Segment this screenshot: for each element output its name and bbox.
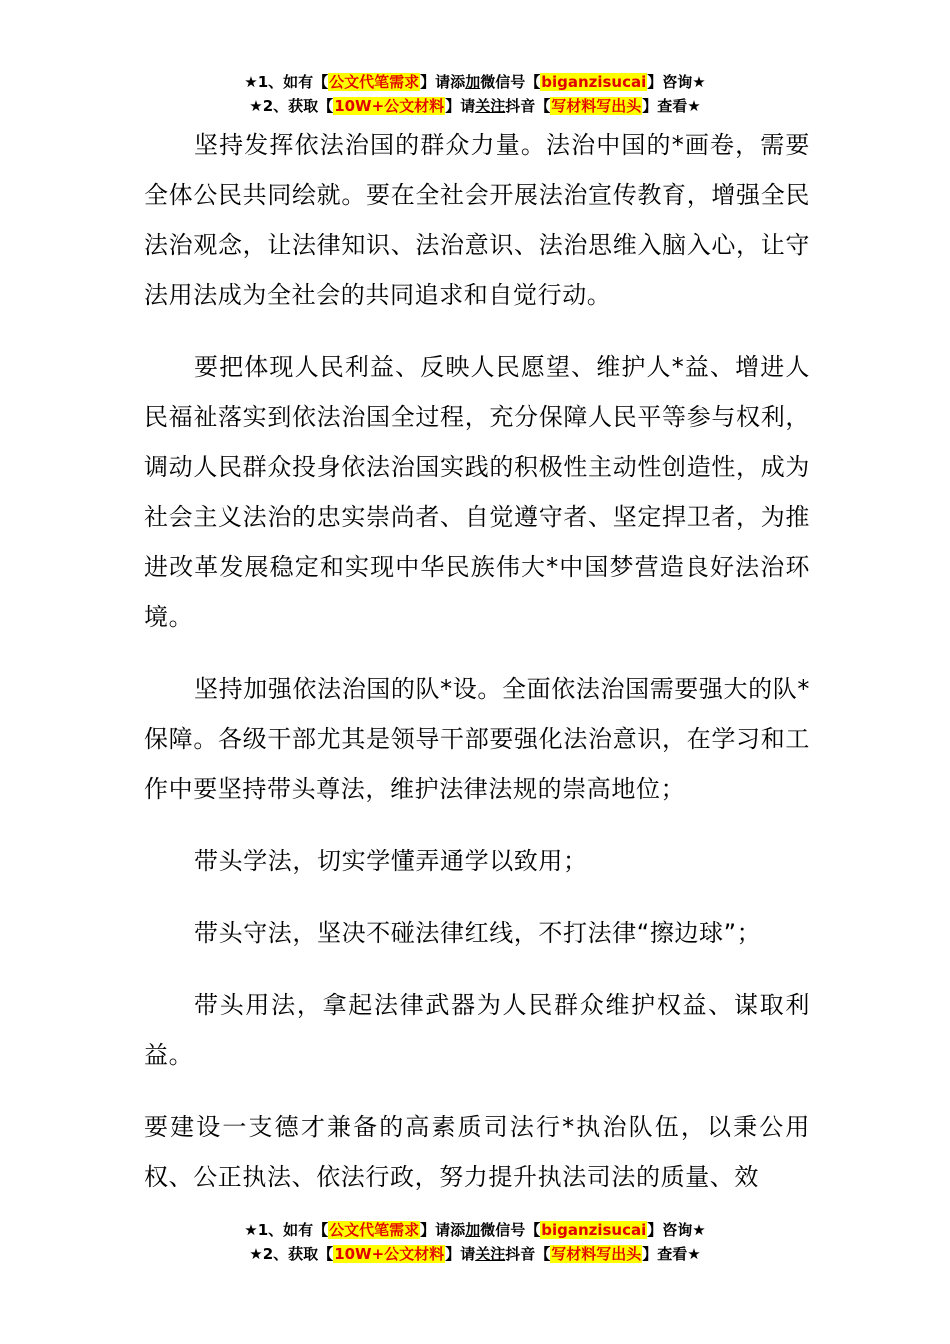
paragraph-2: 要把体现人民利益、反映人民愿望、维护人*益、增进人民福祉落实到依法治国全过程，充分保障人民平等参与权利，调动人民群众投身依法治国实践的积极性主动性创造性，成为社会主义法治的忠实崇尚者、自觉遵守者、坚定捍卫者，为推进改革发展稳定和实现中华民族伟大*中国梦营造良好法治环境。 — [144, 353, 810, 631]
paragraph-6: 带头用法，拿起法律武器为人民群众维护权益、谋取利益。 — [144, 991, 810, 1069]
paragraph-3: 坚持加强依法治国的队*设。全面依法治国需要强大的队*保障。各级干部尤其是领导干部要强化法治意识，在学习和工作中要坚持带头尊法，维护法律法规的崇高地位； — [144, 675, 810, 803]
promo-line-2: ★2、获取【10W+公文材料】请关注抖音【写材料写出头】查看★ — [249, 1245, 701, 1263]
paragraph-5: 带头守法，坚决不碰法律红线，不打法律“擦边球”； — [194, 919, 762, 947]
highlight-service: 公文代笔需求 — [329, 73, 420, 91]
highlight-materials: 10W+公文材料 — [334, 97, 445, 115]
promo-line-1: ★1、如有【公文代笔需求】请添加微信号【biganzisucai】咨询★ — [244, 1221, 706, 1239]
highlight-wechat-id: biganzisucai — [541, 1221, 647, 1239]
highlight-douyin: 写材料写出头 — [551, 1245, 642, 1263]
promo-banner-top — [0, 70, 950, 118]
promo-line-2: ★2、获取【10W+公文材料】请关注抖音【写材料写出头】查看★ — [249, 97, 701, 115]
paragraph-1: 坚持发挥依法治国的群众力量。法治中国的*画卷，需要全体公民共同绘就。要在全社会开展法治宣传教育，增强全民法治观念，让法律知识、法治意识、法治思维入脑入心，让守法用法成为全社会的共同追求和自觉行动。 — [144, 131, 810, 309]
highlight-wechat-id: biganzisucai — [541, 73, 647, 91]
promo-banner-bottom — [0, 1218, 950, 1266]
highlight-douyin: 写材料写出头 — [551, 97, 642, 115]
paragraph-4: 带头学法，切实学懂弄通学以致用； — [194, 847, 588, 875]
highlight-service: 公文代笔需求 — [329, 1221, 420, 1239]
document-body — [144, 120, 810, 1202]
highlight-materials: 10W+公文材料 — [334, 1245, 445, 1263]
promo-line-1: ★1、如有【公文代笔需求】请添加微信号【biganzisucai】咨询★ — [244, 73, 706, 91]
paragraph-7: 要建设一支德才兼备的高素质司法行*执治队伍，以秉公用权、公正执法、依法行政，努力提升执法司法的质量、效 — [144, 1113, 810, 1191]
